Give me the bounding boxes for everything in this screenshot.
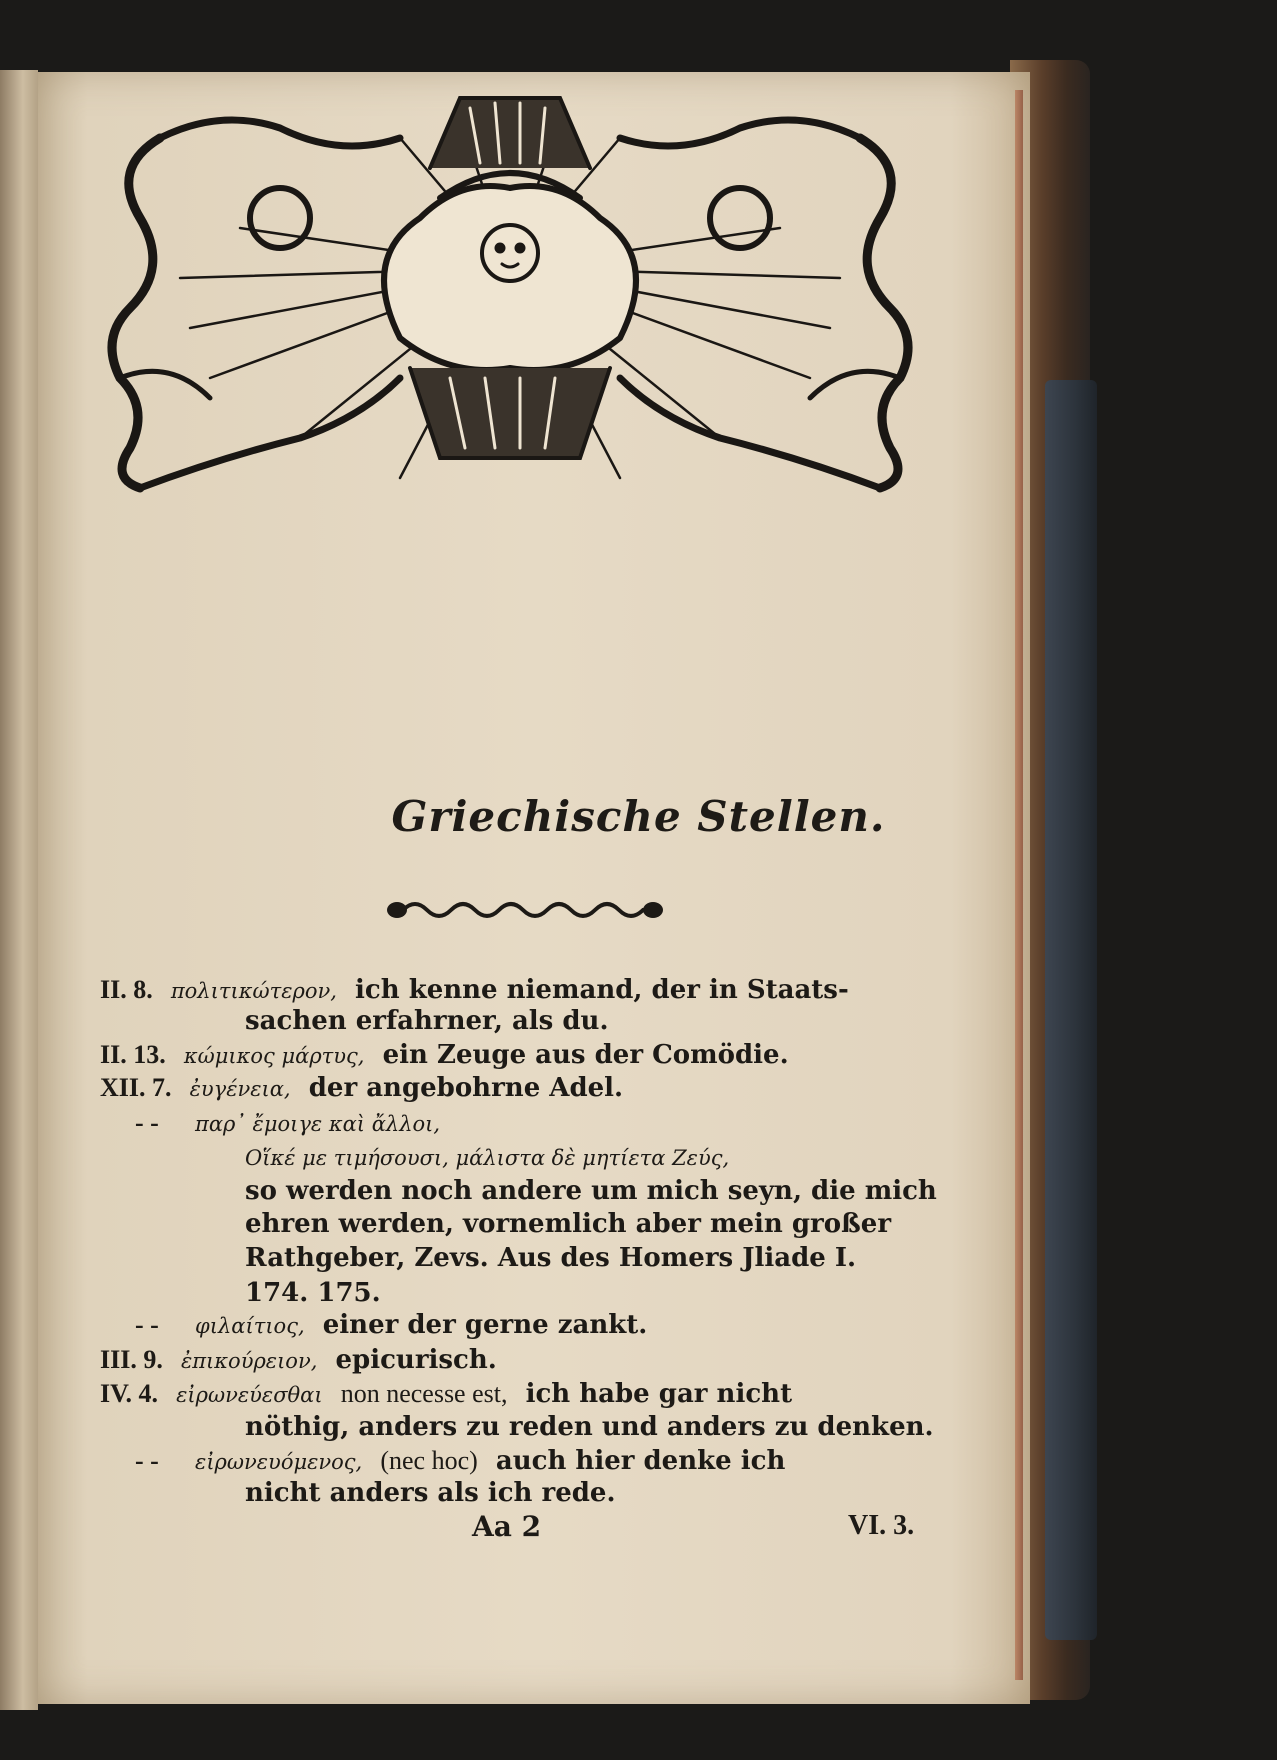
entry-gloss: ehren werden, vornemlich aber mein großer	[245, 1209, 892, 1239]
entry-line	[245, 1176, 937, 1206]
entry-line	[135, 1446, 785, 1476]
greek-term: φιλαίτιος,	[195, 1314, 305, 1338]
entry-ref: II. 13.	[100, 1040, 166, 1069]
entry-ref: - -	[135, 1446, 159, 1475]
ornamental-divider	[385, 892, 665, 928]
greek-term: πολιτικώτερον,	[170, 979, 337, 1003]
entry-gloss: nicht anders als ich rede.	[245, 1478, 616, 1508]
catchword: VI. 3.	[848, 1510, 915, 1541]
greek-quote: παρ᾽ ἔμοιγε καὶ ἄλλοι,	[195, 1112, 441, 1136]
latin-phrase: non necesse est,	[340, 1379, 508, 1408]
entry-line	[135, 1310, 647, 1340]
entry-gloss: auch hier denke ich	[495, 1446, 786, 1476]
entry-line	[245, 1412, 934, 1442]
entry-line	[245, 1142, 729, 1172]
entry-gloss: sachen erfahrner, als du.	[245, 1006, 609, 1036]
greek-quote: Οἵκέ με τιμήσουσι, μάλιστα δὲ μητίετα Ζεύς,	[245, 1146, 730, 1170]
entry-line	[100, 1040, 789, 1070]
entry-ref: - -	[135, 1108, 159, 1137]
entry-gloss: einer der gerne zankt.	[322, 1310, 648, 1340]
entry-gloss: epicurisch.	[335, 1345, 497, 1375]
entry-ref: III. 9.	[100, 1345, 163, 1374]
entry-gloss: der angebohrne Adel.	[308, 1073, 624, 1103]
latin-phrase: (nec hoc)	[380, 1446, 478, 1475]
entry-line	[100, 1345, 497, 1375]
entry-line	[100, 1073, 623, 1103]
entry-line	[100, 975, 849, 1005]
entry-gloss: so werden noch andere um mich seyn, die mich	[245, 1176, 937, 1206]
entry-ref: IV. 4.	[100, 1379, 159, 1408]
entry-gloss: ich habe gar nicht	[525, 1379, 793, 1409]
entry-gloss: ich kenne niemand, der in Staats-	[355, 975, 849, 1005]
entry-line	[245, 1278, 381, 1308]
woodcut-headpiece-ornament	[100, 78, 920, 498]
greek-term: εἰρωνευόμενος,	[195, 1450, 363, 1474]
greek-term: κώμικος μάρτυς,	[183, 1044, 365, 1068]
entry-gloss: 174. 175.	[245, 1278, 381, 1308]
entry-gloss: Rathgeber, Zevs. Aus des Homers Jliade I.	[245, 1243, 857, 1273]
greek-term: εἰρωνεύεσθαι	[176, 1383, 323, 1407]
entry-line	[100, 1379, 792, 1409]
entry-ref: - -	[135, 1310, 159, 1339]
entry-line	[245, 1478, 616, 1508]
entry-line	[245, 1243, 856, 1273]
binding-strip	[1045, 380, 1097, 1640]
entry-line	[135, 1108, 440, 1138]
entry-line	[245, 1209, 891, 1239]
greek-term: ἐπικούρειον,	[180, 1349, 318, 1373]
facing-page-edge	[0, 70, 38, 1710]
entry-gloss: ein Zeuge aus der Comödie.	[382, 1040, 789, 1070]
signature-mark: Aa 2	[472, 1510, 542, 1543]
page-edge-red	[1015, 90, 1023, 1680]
entry-line	[245, 1006, 609, 1036]
greek-term: ἐυγένεια,	[189, 1077, 291, 1101]
page-title: Griechische Stellen.	[391, 792, 886, 841]
entry-ref: XII. 7.	[100, 1073, 172, 1102]
entry-gloss: nöthig, anders zu reden und anders zu denken.	[245, 1412, 934, 1442]
entry-ref: II. 8.	[100, 975, 153, 1004]
